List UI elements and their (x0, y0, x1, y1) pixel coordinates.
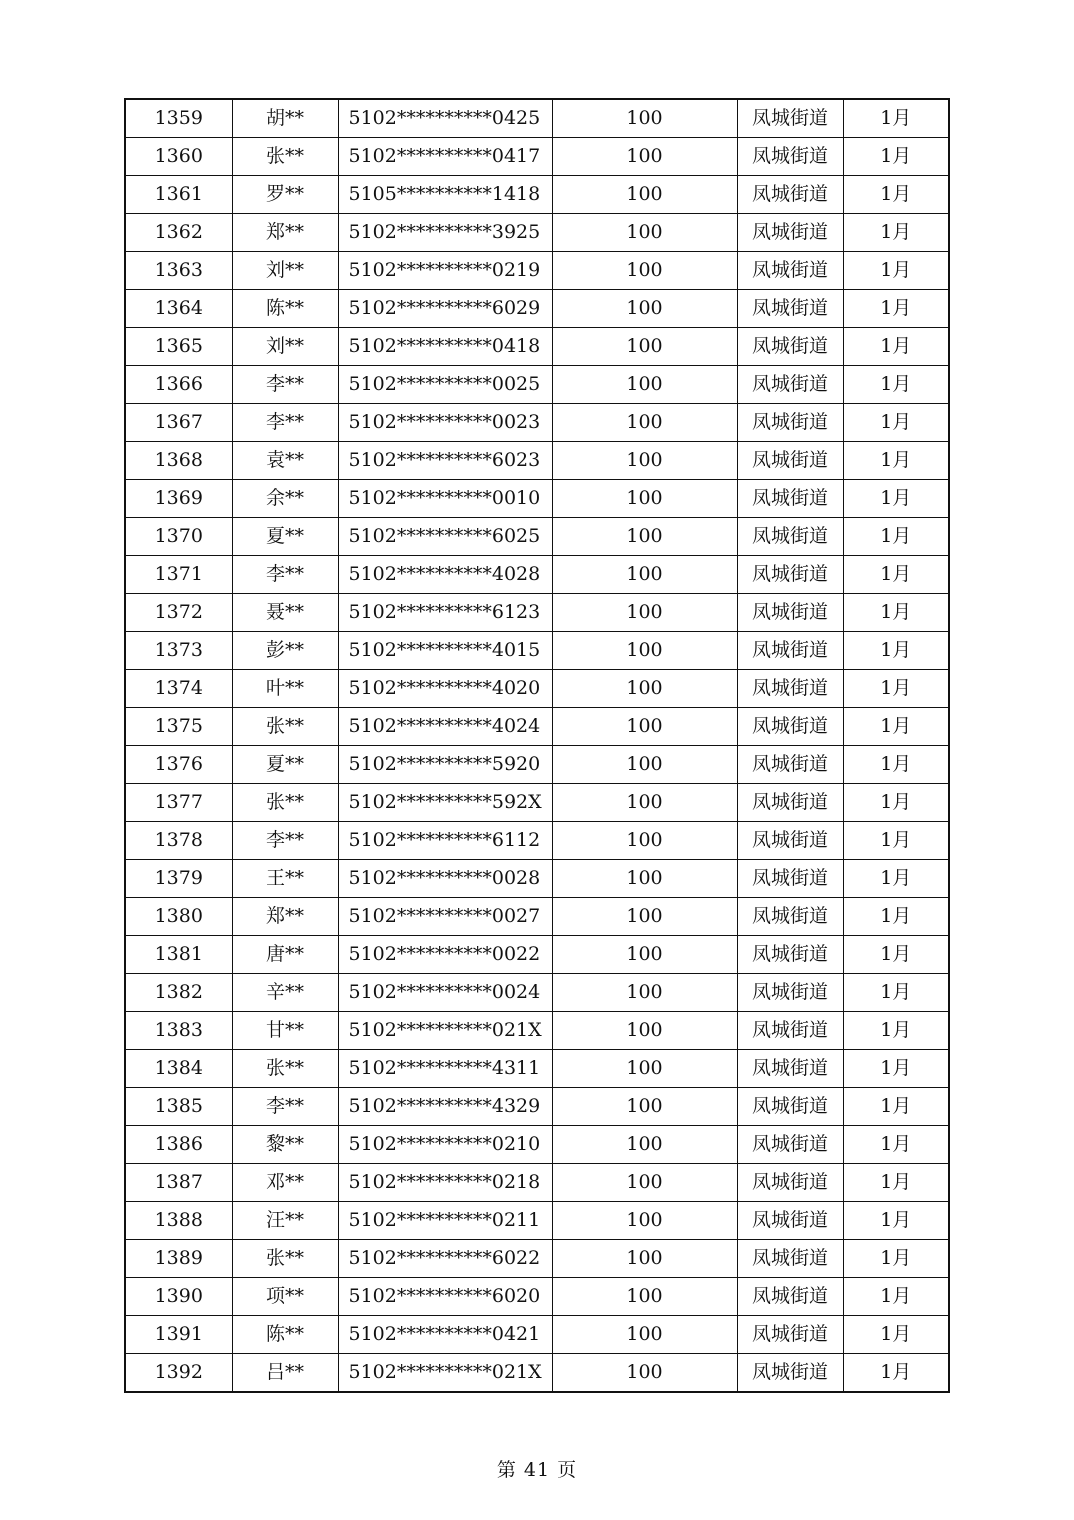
name-cell: 唐** (232, 936, 338, 974)
month-cell: 1月 (843, 480, 949, 518)
month-cell: 1月 (843, 594, 949, 632)
id-number-cell: 5102**********021X (338, 1012, 552, 1050)
serial-number-cell: 1392 (125, 1354, 232, 1393)
serial-number-cell: 1374 (125, 670, 232, 708)
month-cell: 1月 (843, 708, 949, 746)
street-cell: 凤城街道 (737, 708, 843, 746)
amount-cell: 100 (552, 214, 737, 252)
street-cell: 凤城街道 (737, 1354, 843, 1393)
id-number-cell: 5102**********6112 (338, 822, 552, 860)
amount-cell: 100 (552, 1050, 737, 1088)
id-number-cell: 5102**********4024 (338, 708, 552, 746)
table-row (125, 1012, 949, 1050)
amount-cell: 100 (552, 632, 737, 670)
street-cell: 凤城街道 (737, 860, 843, 898)
month-cell: 1月 (843, 252, 949, 290)
month-cell: 1月 (843, 556, 949, 594)
serial-number-cell: 1378 (125, 822, 232, 860)
month-cell: 1月 (843, 1164, 949, 1202)
month-cell: 1月 (843, 898, 949, 936)
street-cell: 凤城街道 (737, 632, 843, 670)
serial-number-cell: 1375 (125, 708, 232, 746)
table-row (125, 480, 949, 518)
serial-number-cell: 1380 (125, 898, 232, 936)
month-cell: 1月 (843, 632, 949, 670)
name-cell: 项** (232, 1278, 338, 1316)
month-cell: 1月 (843, 518, 949, 556)
amount-cell: 100 (552, 1126, 737, 1164)
table-row (125, 214, 949, 252)
street-cell: 凤城街道 (737, 936, 843, 974)
amount-cell: 100 (552, 518, 737, 556)
amount-cell: 100 (552, 556, 737, 594)
id-number-cell: 5102**********0418 (338, 328, 552, 366)
table-row (125, 366, 949, 404)
amount-cell: 100 (552, 1316, 737, 1354)
serial-number-cell: 1379 (125, 860, 232, 898)
serial-number-cell: 1383 (125, 1012, 232, 1050)
id-number-cell: 5102**********0210 (338, 1126, 552, 1164)
street-cell: 凤城街道 (737, 1240, 843, 1278)
table-row (125, 860, 949, 898)
name-cell: 张** (232, 708, 338, 746)
month-cell: 1月 (843, 1354, 949, 1393)
serial-number-cell: 1372 (125, 594, 232, 632)
amount-cell: 100 (552, 708, 737, 746)
name-cell: 叶** (232, 670, 338, 708)
street-cell: 凤城街道 (737, 214, 843, 252)
table-row (125, 1278, 949, 1316)
amount-cell: 100 (552, 1278, 737, 1316)
id-number-cell: 5105**********1418 (338, 176, 552, 214)
serial-number-cell: 1381 (125, 936, 232, 974)
id-number-cell: 5102**********0022 (338, 936, 552, 974)
name-cell: 陈** (232, 1316, 338, 1354)
name-cell: 袁** (232, 442, 338, 480)
table-row (125, 518, 949, 556)
id-number-cell: 5102**********6025 (338, 518, 552, 556)
month-cell: 1月 (843, 974, 949, 1012)
amount-cell: 100 (552, 1088, 737, 1126)
month-cell: 1月 (843, 746, 949, 784)
month-cell: 1月 (843, 1240, 949, 1278)
month-cell: 1月 (843, 670, 949, 708)
street-cell: 凤城街道 (737, 822, 843, 860)
amount-cell: 100 (552, 1164, 737, 1202)
table-row (125, 176, 949, 214)
street-cell: 凤城街道 (737, 746, 843, 784)
table-row (125, 556, 949, 594)
amount-cell: 100 (552, 898, 737, 936)
name-cell: 汪** (232, 1202, 338, 1240)
month-cell: 1月 (843, 822, 949, 860)
street-cell: 凤城街道 (737, 138, 843, 176)
month-cell: 1月 (843, 1316, 949, 1354)
roster-table (124, 98, 950, 1393)
id-number-cell: 5102**********6022 (338, 1240, 552, 1278)
serial-number-cell: 1366 (125, 366, 232, 404)
serial-number-cell: 1387 (125, 1164, 232, 1202)
month-cell: 1月 (843, 138, 949, 176)
table-row (125, 99, 949, 138)
name-cell: 李** (232, 822, 338, 860)
street-cell: 凤城街道 (737, 1126, 843, 1164)
name-cell: 张** (232, 138, 338, 176)
street-cell: 凤城街道 (737, 1202, 843, 1240)
serial-number-cell: 1370 (125, 518, 232, 556)
table-row (125, 936, 949, 974)
street-cell: 凤城街道 (737, 252, 843, 290)
table-row (125, 1316, 949, 1354)
month-cell: 1月 (843, 99, 949, 138)
amount-cell: 100 (552, 328, 737, 366)
name-cell: 张** (232, 784, 338, 822)
table-row (125, 1050, 949, 1088)
month-cell: 1月 (843, 1050, 949, 1088)
serial-number-cell: 1385 (125, 1088, 232, 1126)
id-number-cell: 5102**********6023 (338, 442, 552, 480)
name-cell: 夏** (232, 746, 338, 784)
serial-number-cell: 1367 (125, 404, 232, 442)
serial-number-cell: 1362 (125, 214, 232, 252)
name-cell: 吕** (232, 1354, 338, 1393)
month-cell: 1月 (843, 784, 949, 822)
street-cell: 凤城街道 (737, 594, 843, 632)
street-cell: 凤城街道 (737, 480, 843, 518)
name-cell: 彭** (232, 632, 338, 670)
amount-cell: 100 (552, 974, 737, 1012)
name-cell: 聂** (232, 594, 338, 632)
street-cell: 凤城街道 (737, 404, 843, 442)
table-row (125, 1240, 949, 1278)
month-cell: 1月 (843, 404, 949, 442)
amount-cell: 100 (552, 480, 737, 518)
id-number-cell: 5102**********0027 (338, 898, 552, 936)
street-cell: 凤城街道 (737, 176, 843, 214)
amount-cell: 100 (552, 1240, 737, 1278)
name-cell: 王** (232, 860, 338, 898)
month-cell: 1月 (843, 1126, 949, 1164)
street-cell: 凤城街道 (737, 518, 843, 556)
amount-cell: 100 (552, 138, 737, 176)
id-number-cell: 5102**********4028 (338, 556, 552, 594)
table-row (125, 746, 949, 784)
serial-number-cell: 1364 (125, 290, 232, 328)
name-cell: 张** (232, 1240, 338, 1278)
id-number-cell: 5102**********5920 (338, 746, 552, 784)
table-row (125, 1088, 949, 1126)
id-number-cell: 5102**********0421 (338, 1316, 552, 1354)
name-cell: 邓** (232, 1164, 338, 1202)
id-number-cell: 5102**********0417 (338, 138, 552, 176)
month-cell: 1月 (843, 1088, 949, 1126)
id-number-cell: 5102**********592X (338, 784, 552, 822)
page-number: 第 41 页 (496, 1459, 578, 1481)
id-number-cell: 5102**********0023 (338, 404, 552, 442)
serial-number-cell: 1382 (125, 974, 232, 1012)
amount-cell: 100 (552, 936, 737, 974)
id-number-cell: 5102**********6029 (338, 290, 552, 328)
serial-number-cell: 1390 (125, 1278, 232, 1316)
street-cell: 凤城街道 (737, 99, 843, 138)
id-number-cell: 5102**********0219 (338, 252, 552, 290)
street-cell: 凤城街道 (737, 442, 843, 480)
name-cell: 余** (232, 480, 338, 518)
name-cell: 罗** (232, 176, 338, 214)
table-row (125, 328, 949, 366)
table-row (125, 898, 949, 936)
street-cell: 凤城街道 (737, 290, 843, 328)
id-number-cell: 5102**********0218 (338, 1164, 552, 1202)
street-cell: 凤城街道 (737, 328, 843, 366)
serial-number-cell: 1391 (125, 1316, 232, 1354)
id-number-cell: 5102**********0024 (338, 974, 552, 1012)
street-cell: 凤城街道 (737, 1164, 843, 1202)
table-row (125, 1354, 949, 1393)
amount-cell: 100 (552, 404, 737, 442)
street-cell: 凤城街道 (737, 784, 843, 822)
id-number-cell: 5102**********0211 (338, 1202, 552, 1240)
amount-cell: 100 (552, 594, 737, 632)
id-number-cell: 5102**********4015 (338, 632, 552, 670)
amount-cell: 100 (552, 442, 737, 480)
id-number-cell: 5102**********0025 (338, 366, 552, 404)
serial-number-cell: 1369 (125, 480, 232, 518)
name-cell: 刘** (232, 328, 338, 366)
name-cell: 甘** (232, 1012, 338, 1050)
street-cell: 凤城街道 (737, 670, 843, 708)
name-cell: 黎** (232, 1126, 338, 1164)
serial-number-cell: 1376 (125, 746, 232, 784)
name-cell: 胡** (232, 99, 338, 138)
serial-number-cell: 1388 (125, 1202, 232, 1240)
amount-cell: 100 (552, 176, 737, 214)
amount-cell: 100 (552, 252, 737, 290)
amount-cell: 100 (552, 366, 737, 404)
name-cell: 郑** (232, 214, 338, 252)
street-cell: 凤城街道 (737, 898, 843, 936)
month-cell: 1月 (843, 442, 949, 480)
month-cell: 1月 (843, 176, 949, 214)
id-number-cell: 5102**********0010 (338, 480, 552, 518)
month-cell: 1月 (843, 328, 949, 366)
name-cell: 李** (232, 1088, 338, 1126)
name-cell: 辛** (232, 974, 338, 1012)
id-number-cell: 5102**********0425 (338, 99, 552, 138)
name-cell: 张** (232, 1050, 338, 1088)
name-cell: 李** (232, 404, 338, 442)
serial-number-cell: 1371 (125, 556, 232, 594)
month-cell: 1月 (843, 860, 949, 898)
name-cell: 李** (232, 556, 338, 594)
street-cell: 凤城街道 (737, 1050, 843, 1088)
table-row (125, 138, 949, 176)
name-cell: 郑** (232, 898, 338, 936)
id-number-cell: 5102**********3925 (338, 214, 552, 252)
table-row (125, 784, 949, 822)
month-cell: 1月 (843, 1278, 949, 1316)
table-row (125, 1202, 949, 1240)
amount-cell: 100 (552, 1354, 737, 1393)
month-cell: 1月 (843, 290, 949, 328)
serial-number-cell: 1361 (125, 176, 232, 214)
serial-number-cell: 1359 (125, 99, 232, 138)
amount-cell: 100 (552, 860, 737, 898)
month-cell: 1月 (843, 936, 949, 974)
street-cell: 凤城街道 (737, 556, 843, 594)
month-cell: 1月 (843, 1202, 949, 1240)
table-row (125, 974, 949, 1012)
table-row (125, 708, 949, 746)
name-cell: 夏** (232, 518, 338, 556)
serial-number-cell: 1373 (125, 632, 232, 670)
month-cell: 1月 (843, 366, 949, 404)
amount-cell: 100 (552, 99, 737, 138)
serial-number-cell: 1377 (125, 784, 232, 822)
id-number-cell: 5102**********4311 (338, 1050, 552, 1088)
name-cell: 刘** (232, 252, 338, 290)
amount-cell: 100 (552, 1202, 737, 1240)
serial-number-cell: 1386 (125, 1126, 232, 1164)
table-row (125, 1126, 949, 1164)
table-row (125, 632, 949, 670)
table-row (125, 442, 949, 480)
table-row (125, 252, 949, 290)
street-cell: 凤城街道 (737, 1316, 843, 1354)
table-row (125, 822, 949, 860)
id-number-cell: 5102**********4020 (338, 670, 552, 708)
street-cell: 凤城街道 (737, 1012, 843, 1050)
name-cell: 陈** (232, 290, 338, 328)
id-number-cell: 5102**********0028 (338, 860, 552, 898)
name-cell: 李** (232, 366, 338, 404)
street-cell: 凤城街道 (737, 974, 843, 1012)
id-number-cell: 5102**********4329 (338, 1088, 552, 1126)
table-row (125, 670, 949, 708)
serial-number-cell: 1363 (125, 252, 232, 290)
amount-cell: 100 (552, 670, 737, 708)
street-cell: 凤城街道 (737, 1088, 843, 1126)
street-cell: 凤城街道 (737, 366, 843, 404)
table-row (125, 290, 949, 328)
serial-number-cell: 1368 (125, 442, 232, 480)
serial-number-cell: 1360 (125, 138, 232, 176)
amount-cell: 100 (552, 746, 737, 784)
amount-cell: 100 (552, 822, 737, 860)
id-number-cell: 5102**********6020 (338, 1278, 552, 1316)
table-row (125, 404, 949, 442)
id-number-cell: 5102**********021X (338, 1354, 552, 1393)
table-row (125, 1164, 949, 1202)
street-cell: 凤城街道 (737, 1278, 843, 1316)
amount-cell: 100 (552, 1012, 737, 1050)
table-row (125, 594, 949, 632)
id-number-cell: 5102**********6123 (338, 594, 552, 632)
serial-number-cell: 1365 (125, 328, 232, 366)
month-cell: 1月 (843, 214, 949, 252)
amount-cell: 100 (552, 290, 737, 328)
amount-cell: 100 (552, 784, 737, 822)
serial-number-cell: 1389 (125, 1240, 232, 1278)
serial-number-cell: 1384 (125, 1050, 232, 1088)
roster-table-body (125, 99, 949, 1392)
month-cell: 1月 (843, 1012, 949, 1050)
